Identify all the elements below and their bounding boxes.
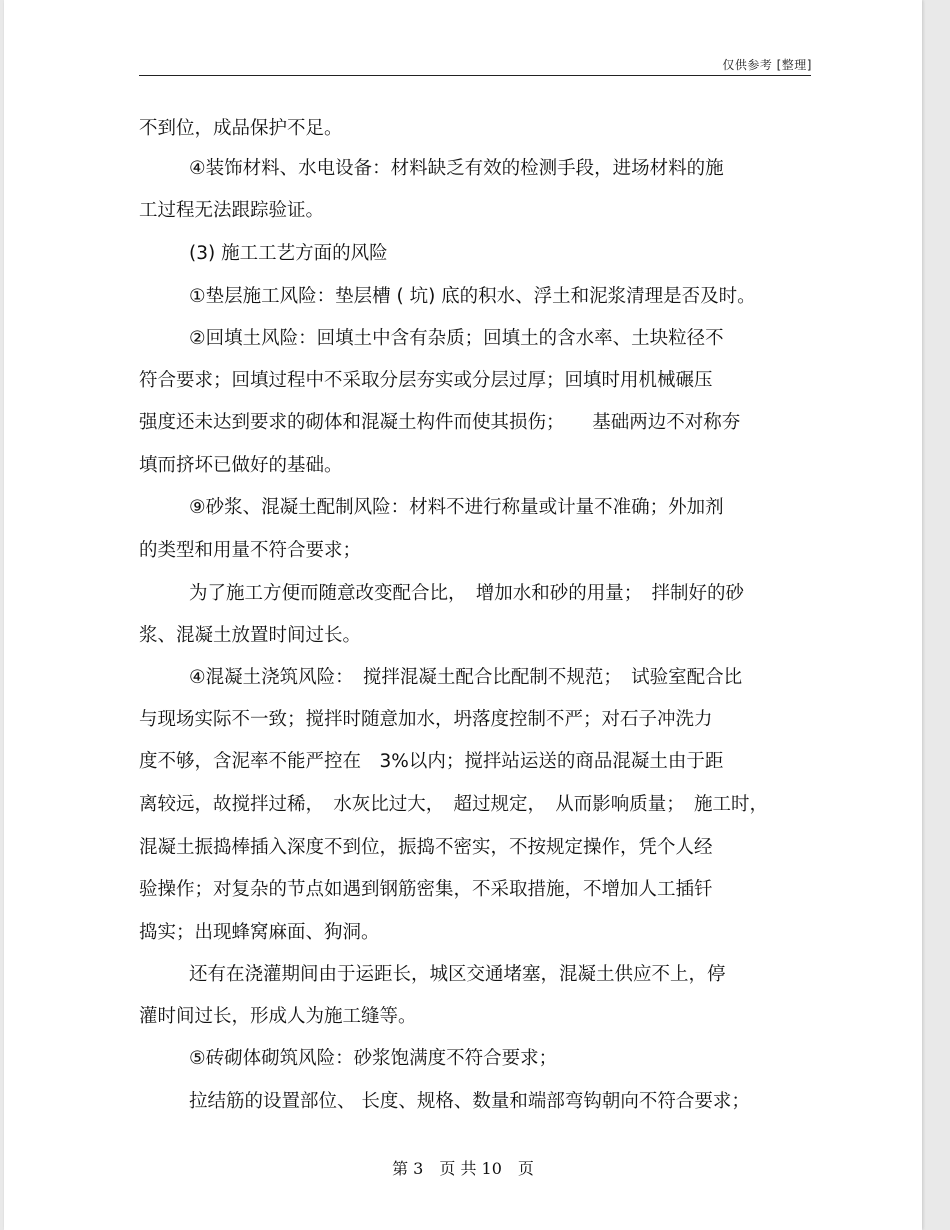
text-line: ⑤砖砌体砌筑风险：砂浆饱满度不符合要求； [189, 1048, 558, 1069]
text-line: 验操作；对复杂的节点如遇到钢筋密集，不采取措施，不增加人工插钎 [139, 879, 713, 900]
section-heading: (3) 施工工艺方面的风险 [189, 243, 388, 264]
text-line: 灌时间过长，形成人为施工缝等。 [139, 1006, 417, 1027]
body-text [4, 0, 922, 1230]
text-line: 还有在浇灌期间由于运距长，城区交通堵塞，混凝土供应不上，停 [189, 964, 726, 985]
text-line: 的类型和用量不符合要求； [139, 540, 362, 561]
text-line: 工过程无法跟踪验证。 [139, 200, 325, 221]
text-line: 离较远，故搅拌过稀， 水灰比过大， 超过规定， 从而影响质量； 施工时， [139, 794, 769, 815]
page-number: 第 3 页 共 10 页 [392, 1159, 534, 1178]
text-line: 捣实；出现蜂窝麻面、狗洞。 [139, 922, 380, 943]
header-note: 仅供参考 [整理] [722, 58, 812, 72]
text-line: ④混凝土浇筑风险： 搅拌混凝土配合比配制不规范； 试验室配合比 [189, 667, 743, 688]
text-line: ⑨砂浆、混凝土配制风险：材料不进行称量或计量不准确；外加剂 [189, 497, 724, 518]
text-line: 强度还未达到要求的砌体和混凝土构件而使其损伤； 基础两边不对称夯 [139, 412, 741, 433]
text-line: 符合要求；回填过程中不采取分层夯实或分层过厚；回填时用机械碾压 [139, 370, 713, 391]
text-line: ④装饰材料、水电设备：材料缺乏有效的检测手段，进场材料的施 [189, 158, 724, 179]
text-line: 混凝土振捣棒插入深度不到位，振捣不密实，不按规定操作，凭个人经 [139, 837, 713, 858]
text-line: 拉结筋的设置部位、 长度、规格、数量和端部弯钩朝向不符合要求； [189, 1091, 750, 1112]
text-line: 浆、混凝土放置时间过长。 [139, 625, 362, 646]
document-page [4, 0, 922, 1230]
text-line: 填而挤坏已做好的基础。 [139, 455, 343, 476]
text-line: ②回填土风险：回填土中含有杂质；回填土的含水率、土块粒径不 [189, 328, 724, 349]
text-line: 不到位，成品保护不足。 [139, 118, 343, 139]
text-line: 为了施工方便而随意改变配合比， 增加水和砂的用量； 拌制好的砂 [189, 583, 745, 604]
text-line: 与现场实际不一致；搅拌时随意加水，坍落度控制不严；对石子冲洗力 [139, 709, 713, 730]
text-line: 度不够，含泥率不能严控在 3%以内；搅拌站运送的商品混凝土由于距 [139, 751, 724, 772]
text-line: ①垫层施工风险：垫层槽 ( 坑) 底的积水、浮土和泥浆清理是否及时。 [189, 286, 756, 307]
